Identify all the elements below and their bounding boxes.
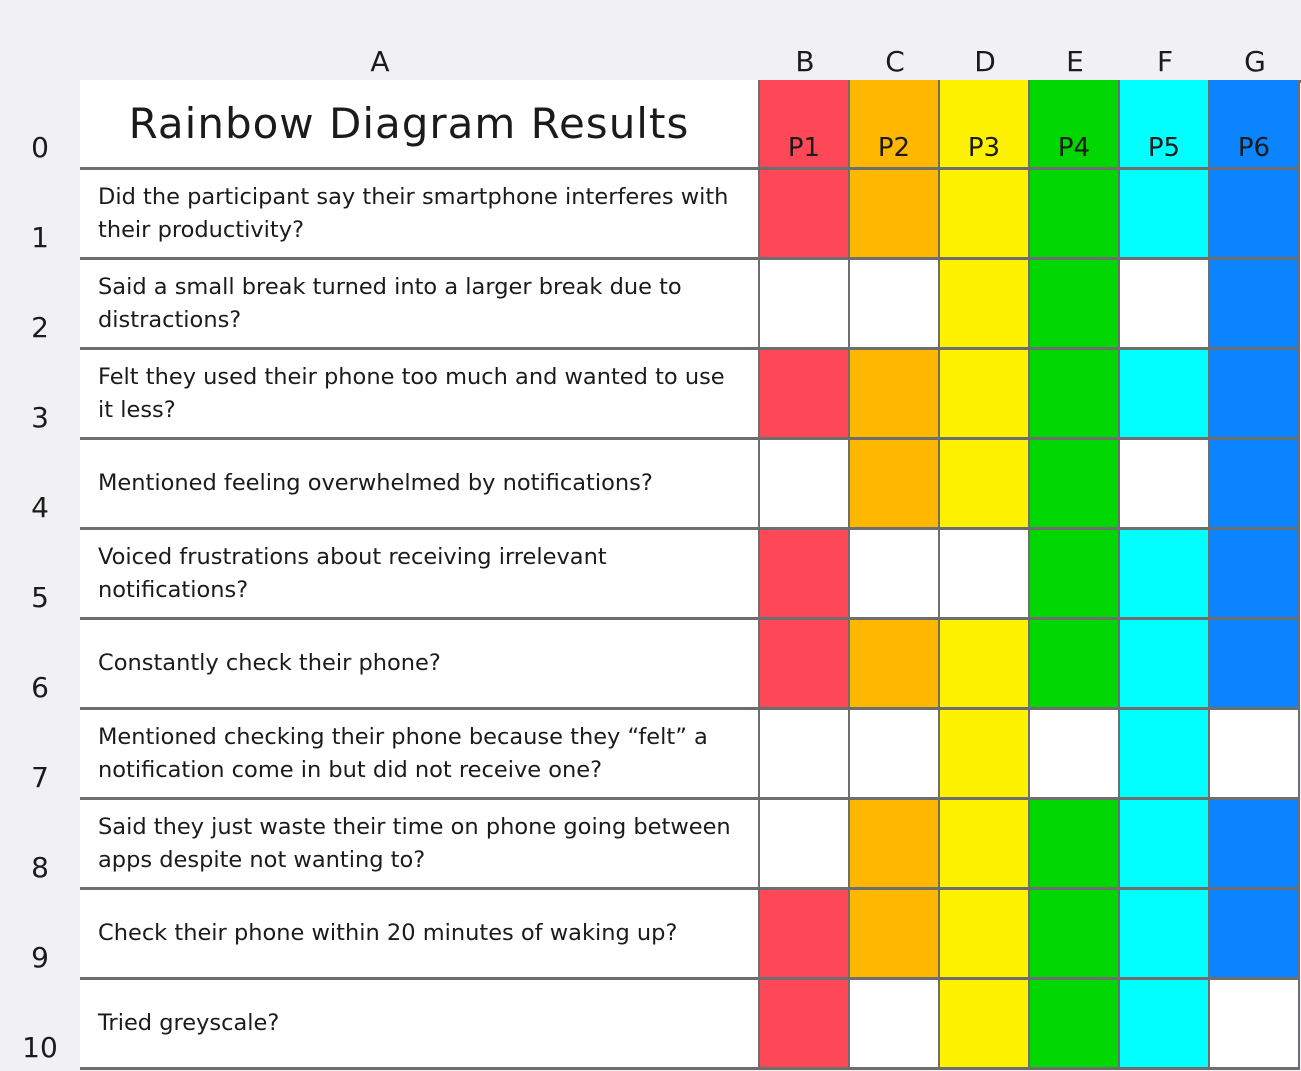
response-cell-q1-p1 bbox=[760, 170, 850, 260]
response-cell-q4-p2 bbox=[850, 440, 940, 530]
row-number-0: 0 bbox=[31, 131, 49, 164]
question-label: Said a small break turned into a larger break due to distractions? bbox=[80, 260, 760, 350]
question-label: Mentioned checking their phone because they “felt” a notification come in but did not receive one? bbox=[80, 710, 760, 800]
response-cell-q9-p4 bbox=[1030, 890, 1120, 980]
response-cell-q9-p1 bbox=[760, 890, 850, 980]
response-cell-q8-p4 bbox=[1030, 800, 1120, 890]
response-cell-q7-p5 bbox=[1120, 710, 1210, 800]
response-cell-q7-p1 bbox=[760, 710, 850, 800]
column-letter-b: B bbox=[795, 45, 815, 78]
response-cell-q10-p4 bbox=[1030, 980, 1120, 1070]
response-cell-q3-p3 bbox=[940, 350, 1030, 440]
row-number-2: 2 bbox=[31, 311, 49, 344]
response-cell-q8-p2 bbox=[850, 800, 940, 890]
response-cell-q6-p6 bbox=[1210, 620, 1300, 710]
response-cell-q4-p4 bbox=[1030, 440, 1120, 530]
response-cell-q8-p1 bbox=[760, 800, 850, 890]
response-cell-q9-p2 bbox=[850, 890, 940, 980]
column-letter-c: C bbox=[885, 45, 905, 78]
response-cell-q2-p2 bbox=[850, 260, 940, 350]
response-cell-q1-p3 bbox=[940, 170, 1030, 260]
response-cell-q6-p3 bbox=[940, 620, 1030, 710]
question-label: Said they just waste their time on phone going between apps despite not wanting to? bbox=[80, 800, 760, 890]
response-cell-q5-p2 bbox=[850, 530, 940, 620]
response-cell-q1-p5 bbox=[1120, 170, 1210, 260]
column-letter-a: A bbox=[370, 45, 390, 78]
row-number-8: 8 bbox=[31, 851, 49, 884]
row-number-4: 4 bbox=[31, 491, 49, 524]
row-number-10: 10 bbox=[22, 1031, 58, 1064]
response-cell-q6-p5 bbox=[1120, 620, 1210, 710]
participant-header-p1: P1 bbox=[760, 80, 850, 170]
row-number-6: 6 bbox=[31, 671, 49, 704]
response-cell-q8-p6 bbox=[1210, 800, 1300, 890]
response-cell-q2-p5 bbox=[1120, 260, 1210, 350]
participant-header-p4: P4 bbox=[1030, 80, 1120, 170]
row-number-9: 9 bbox=[31, 941, 49, 974]
response-cell-q4-p1 bbox=[760, 440, 850, 530]
response-cell-q10-p5 bbox=[1120, 980, 1210, 1070]
question-label: Mentioned feeling overwhelmed by notifications? bbox=[80, 440, 760, 530]
column-letter-g: G bbox=[1244, 45, 1266, 78]
participant-header-p3: P3 bbox=[940, 80, 1030, 170]
chart-title: Rainbow Diagram Results bbox=[80, 80, 760, 170]
participant-header-p6: P6 bbox=[1210, 80, 1300, 170]
column-letter-f: F bbox=[1156, 45, 1174, 78]
response-cell-q9-p5 bbox=[1120, 890, 1210, 980]
question-label: Did the participant say their smartphone interferes with their productivity? bbox=[80, 170, 760, 260]
response-cell-q3-p4 bbox=[1030, 350, 1120, 440]
response-cell-q8-p3 bbox=[940, 800, 1030, 890]
response-cell-q7-p2 bbox=[850, 710, 940, 800]
response-cell-q6-p2 bbox=[850, 620, 940, 710]
response-cell-q9-p3 bbox=[940, 890, 1030, 980]
question-label: Felt they used their phone too much and wanted to use it less? bbox=[80, 350, 760, 440]
response-cell-q4-p3 bbox=[940, 440, 1030, 530]
question-label: Voiced frustrations about receiving irrelevant notifications? bbox=[80, 530, 760, 620]
response-cell-q3-p5 bbox=[1120, 350, 1210, 440]
response-cell-q10-p3 bbox=[940, 980, 1030, 1070]
question-label: Check their phone within 20 minutes of waking up? bbox=[80, 890, 760, 980]
response-cell-q5-p6 bbox=[1210, 530, 1300, 620]
response-cell-q2-p3 bbox=[940, 260, 1030, 350]
response-cell-q10-p2 bbox=[850, 980, 940, 1070]
response-cell-q10-p6 bbox=[1210, 980, 1300, 1070]
response-cell-q8-p5 bbox=[1120, 800, 1210, 890]
row-number-5: 5 bbox=[31, 581, 49, 614]
participant-header-p2: P2 bbox=[850, 80, 940, 170]
column-letter-d: D bbox=[974, 45, 996, 78]
response-cell-q4-p6 bbox=[1210, 440, 1300, 530]
participant-header-p5: P5 bbox=[1120, 80, 1210, 170]
question-label: Constantly check their phone? bbox=[80, 620, 760, 710]
response-cell-q3-p1 bbox=[760, 350, 850, 440]
response-cell-q5-p1 bbox=[760, 530, 850, 620]
row-number-1: 1 bbox=[31, 221, 49, 254]
response-cell-q1-p6 bbox=[1210, 170, 1300, 260]
response-cell-q2-p4 bbox=[1030, 260, 1120, 350]
response-cell-q7-p6 bbox=[1210, 710, 1300, 800]
response-cell-q5-p3 bbox=[940, 530, 1030, 620]
response-cell-q6-p4 bbox=[1030, 620, 1120, 710]
response-cell-q2-p6 bbox=[1210, 260, 1300, 350]
response-cell-q10-p1 bbox=[760, 980, 850, 1070]
row-number-7: 7 bbox=[31, 761, 49, 794]
response-cell-q7-p3 bbox=[940, 710, 1030, 800]
question-label: Tried greyscale? bbox=[80, 980, 760, 1070]
response-cell-q6-p1 bbox=[760, 620, 850, 710]
response-cell-q2-p1 bbox=[760, 260, 850, 350]
response-cell-q5-p4 bbox=[1030, 530, 1120, 620]
response-cell-q1-p2 bbox=[850, 170, 940, 260]
response-cell-q1-p4 bbox=[1030, 170, 1120, 260]
response-cell-q5-p5 bbox=[1120, 530, 1210, 620]
response-cell-q7-p4 bbox=[1030, 710, 1120, 800]
column-letter-e: E bbox=[1066, 45, 1084, 78]
row-number-3: 3 bbox=[31, 401, 49, 434]
response-cell-q4-p5 bbox=[1120, 440, 1210, 530]
response-cell-q3-p6 bbox=[1210, 350, 1300, 440]
response-cell-q9-p6 bbox=[1210, 890, 1300, 980]
response-cell-q3-p2 bbox=[850, 350, 940, 440]
